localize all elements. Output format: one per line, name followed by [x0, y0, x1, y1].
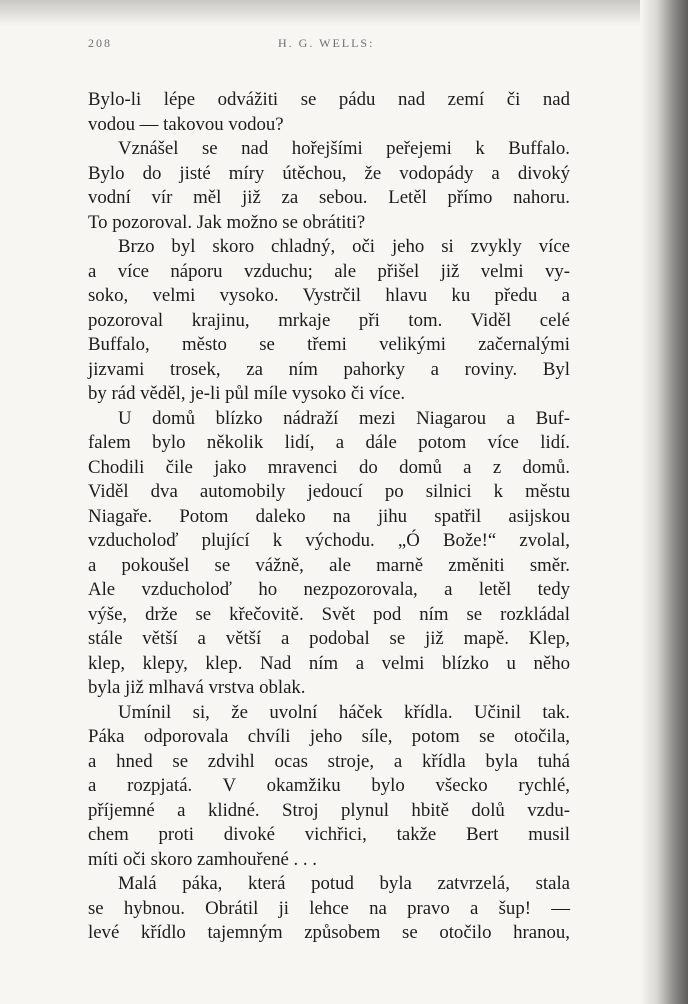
page-number: 208	[88, 36, 112, 50]
text-line: stále větší a větší a podobal se již mapě. Klep,	[88, 628, 570, 649]
text-line: Bylo do jisté míry útěchou, že vodopády a divoký	[88, 162, 570, 184]
text-line: Buffalo, město se třemi velikými začernalými	[88, 334, 570, 355]
binding-shadow	[640, 0, 688, 1004]
text-line: U domů blízko nádraží mezi Niagarou a Buf-	[118, 407, 570, 429]
body-text	[88, 88, 570, 946]
page-header	[88, 36, 568, 56]
text-line: soko, velmi vysoko. Vystrčil hlavu ku předu a	[88, 285, 570, 306]
text-line: byla již mlhavá vrstva oblak.	[88, 677, 306, 698]
text-line: a hned se zdvihl ocas stroje, a křídla byla tuhá	[88, 750, 570, 772]
text-line: Bylo-li lépe odvážiti se pádu nad zemí či nad	[88, 89, 570, 110]
running-head: H. G. WELLS:	[278, 36, 375, 50]
text-line: Brzo byl skoro chladný, oči jeho si zvykly více	[118, 236, 570, 257]
text-line: To pozoroval. Jak možno se obrátiti?	[88, 211, 366, 233]
text-line: pozoroval krajinu, mrkaje při tom. Viděl celé	[88, 309, 570, 331]
text-line: a rozpjatá. V okamžiku bylo všecko rychlé,	[88, 775, 570, 796]
text-line: klep, klepy, klep. Nad ním a velmi blízko u něho	[88, 652, 570, 674]
text-line: by rád věděl, je-li půl míle vysoko či více.	[88, 383, 406, 404]
text-line: Ale vzducholoď ho nezpozorovala, a letěl tedy	[88, 579, 570, 600]
text-line: příjemné a klidné. Stroj plynul hbitě dolů vzdu-	[88, 799, 570, 821]
text-line: Chodili čile jako mravenci do domů a z domů.	[88, 456, 570, 478]
text-line: vodou — takovou vodou?	[88, 113, 284, 135]
text-line: Páka odporovala chvíli jeho síle, potom se otočila,	[88, 726, 570, 747]
text-line: vodní vír měl již za sebou. Letěl přímo nahoru.	[88, 187, 570, 208]
text-line: výše, drže se křečovitě. Svět pod ním se rozkládal	[88, 603, 570, 625]
text-line: jizvami trosek, za ním pahorky a roviny. Byl	[88, 358, 570, 380]
text-line: falem bylo několik lidí, a dále potom více lidí.	[88, 432, 570, 453]
text-line: a více náporu vzduchu; ale přišel již velmi vy-	[88, 260, 570, 282]
text-line: se hybnou. Obrátil ji lehce na pravo a šup! —	[88, 897, 570, 919]
text-line: Umínil si, že uvolní háček křídla. Učinil tak.	[118, 701, 570, 723]
top-scan-shadow	[0, 0, 688, 26]
text-line: Vznášel se nad hořejšími peřejemi k Buffalo.	[118, 138, 570, 159]
text-line: míti oči skoro zamhouřené . . .	[88, 848, 317, 870]
text-line: levé křídlo tajemným způsobem se otočilo hranou,	[88, 922, 570, 943]
text-line: vzducholoď plující k východu. „Ó Bože!“ zvolal,	[88, 530, 570, 551]
text-line: Viděl dva automobily jedoucí po silnici k městu	[88, 481, 570, 502]
text-line: a pokoušel se vážně, ale marně změniti směr.	[88, 554, 570, 576]
text-line: Malá páka, která potud byla zatvrzelá, stala	[118, 873, 570, 894]
text-line: chem proti divoké vichřici, takže Bert musil	[88, 824, 570, 845]
text-line: Niagaře. Potom daleko na jihu spatřil asijskou	[88, 505, 570, 527]
